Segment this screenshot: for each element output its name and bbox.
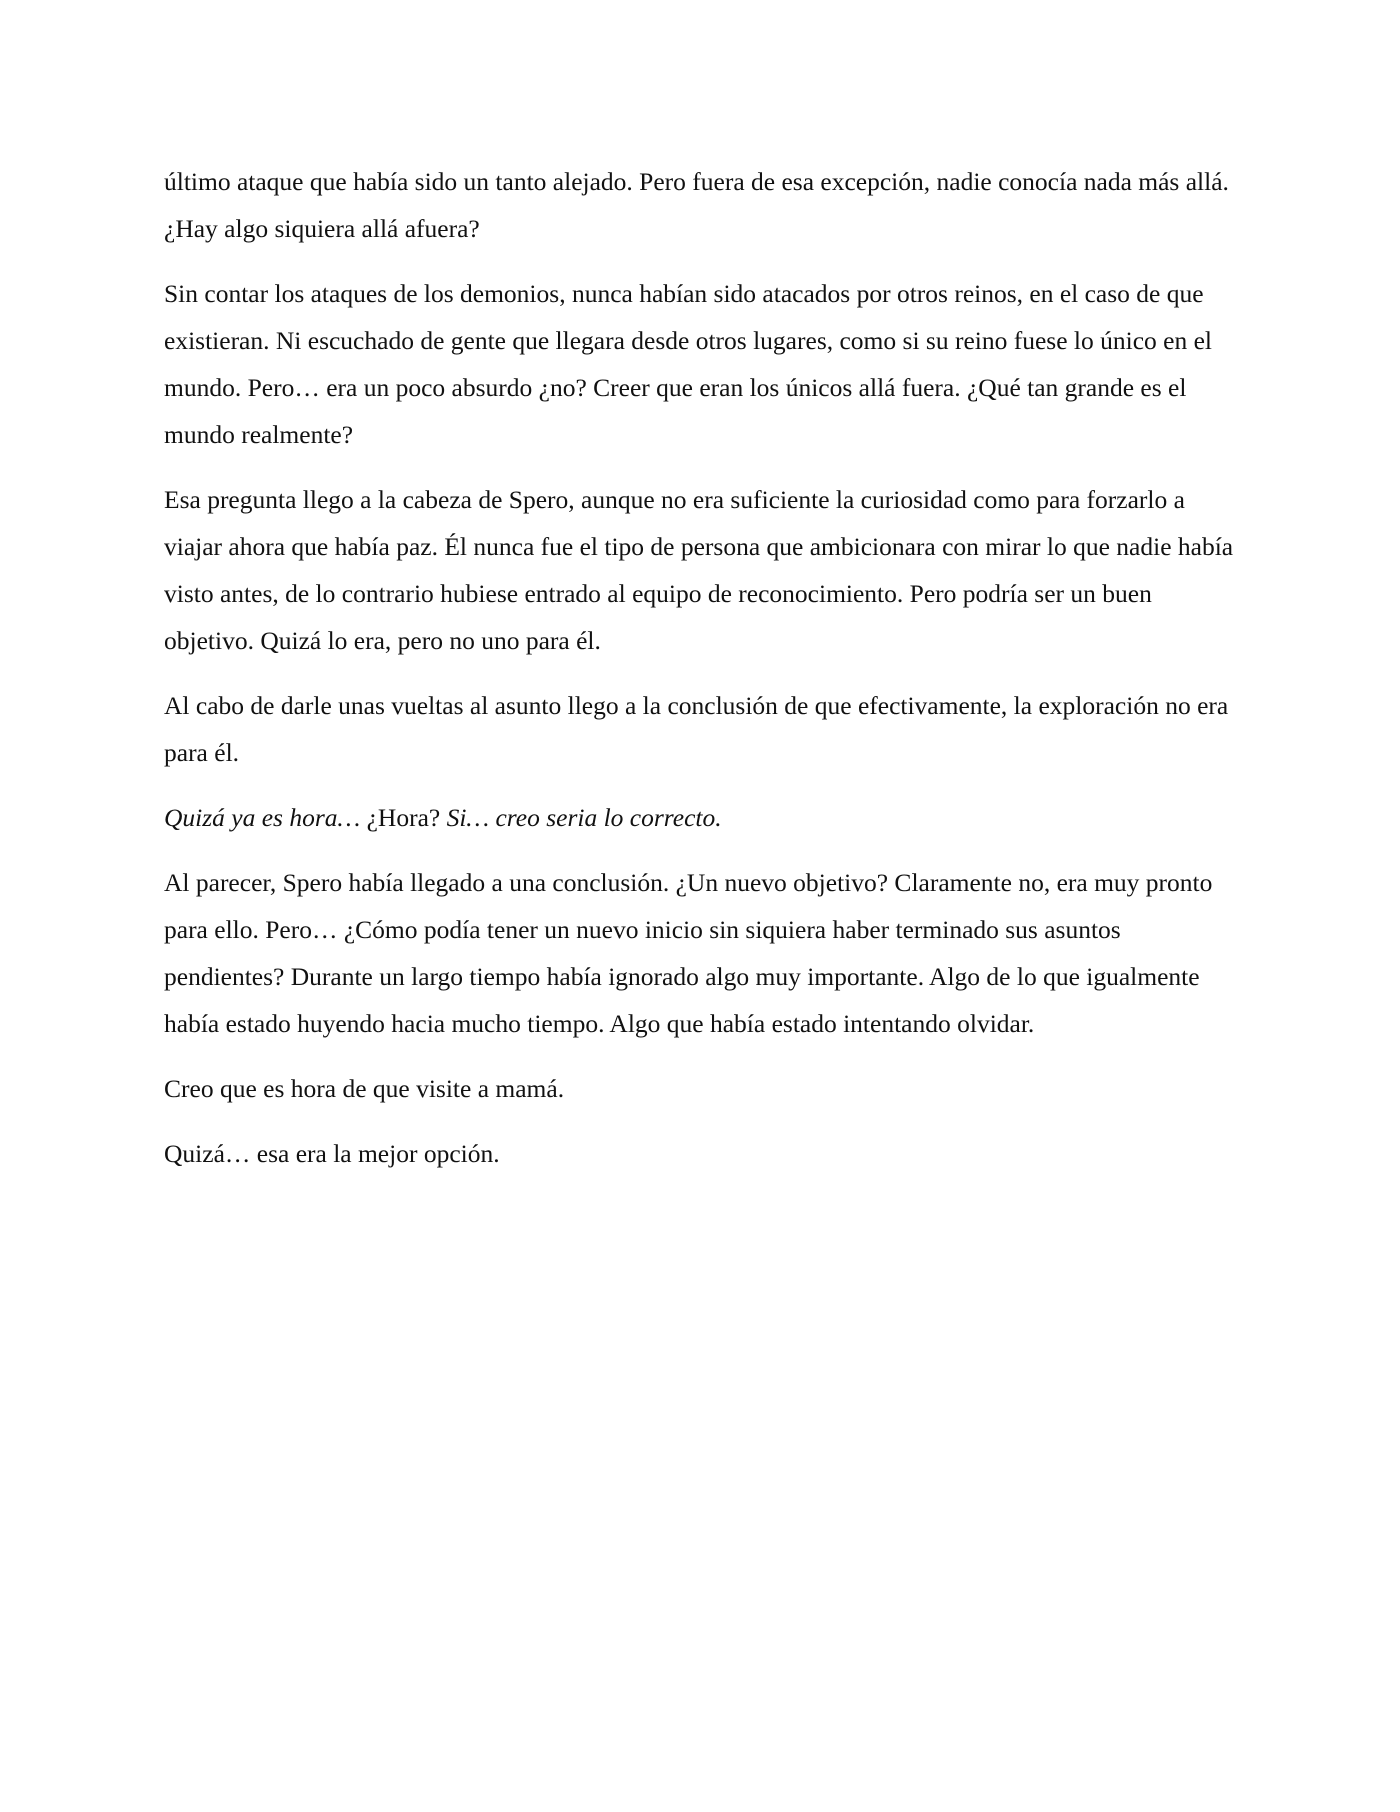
paragraph: Al parecer, Spero había llegado a una conclusión. ¿Un nuevo objetivo? Claramente no, era muy pronto para ello. Pero… ¿Cómo podía tener un nuevo inicio sin siquiera haber terminado sus asuntos pendientes? Durante un largo tiempo había ignorado algo muy importante. Algo de lo que igualmente había estado huyendo hacia mucho tiempo. Algo que había estado intentando olvidar.	[164, 868, 1213, 1038]
paragraph: Quizá… esa era la mejor opción.	[164, 1139, 500, 1168]
paragraph: Esa pregunta llego a la cabeza de Spero, aunque no era suficiente la curiosidad como para forzarlo a viajar ahora que había paz. Él nunca fue el tipo de persona que ambicionara con mirar lo que nadie había visto antes, de lo contrario hubiese entrado al equipo de reconocimiento. Pero podría ser un buen objetivo. Quizá lo era, pero no uno para él.	[164, 485, 1234, 655]
paragraph: último ataque que había sido un tanto alejado. Pero fuera de esa excepción, nadie conocía nada más allá. ¿Hay algo siquiera allá afuera?	[164, 167, 1229, 243]
paragraph: Al cabo de darle unas vueltas al asunto llego a la conclusión de que efectivamente, la exploración no era para él.	[164, 691, 1229, 767]
thought-italic-2: Si… creo seria lo correcto.	[446, 803, 722, 832]
paragraph: Creo que es hora de que visite a mamá.	[164, 1074, 565, 1103]
paragraph-thought	[164, 794, 1244, 841]
thought-italic-1: Quizá ya es hora…	[164, 803, 361, 832]
thought-question: ¿Hora?	[366, 803, 441, 832]
paragraph: Sin contar los ataques de los demonios, nunca habían sido atacados por otros reinos, en el caso de que existieran. Ni escuchado de gente que llegara desde otros lugares, como si su reino fuese lo único en el mundo. Pero… era un poco absurdo ¿no? Creer que eran los únicos allá fuera. ¿Qué tan grande es el mundo realmente?	[164, 279, 1212, 449]
document-body	[164, 158, 1244, 1195]
